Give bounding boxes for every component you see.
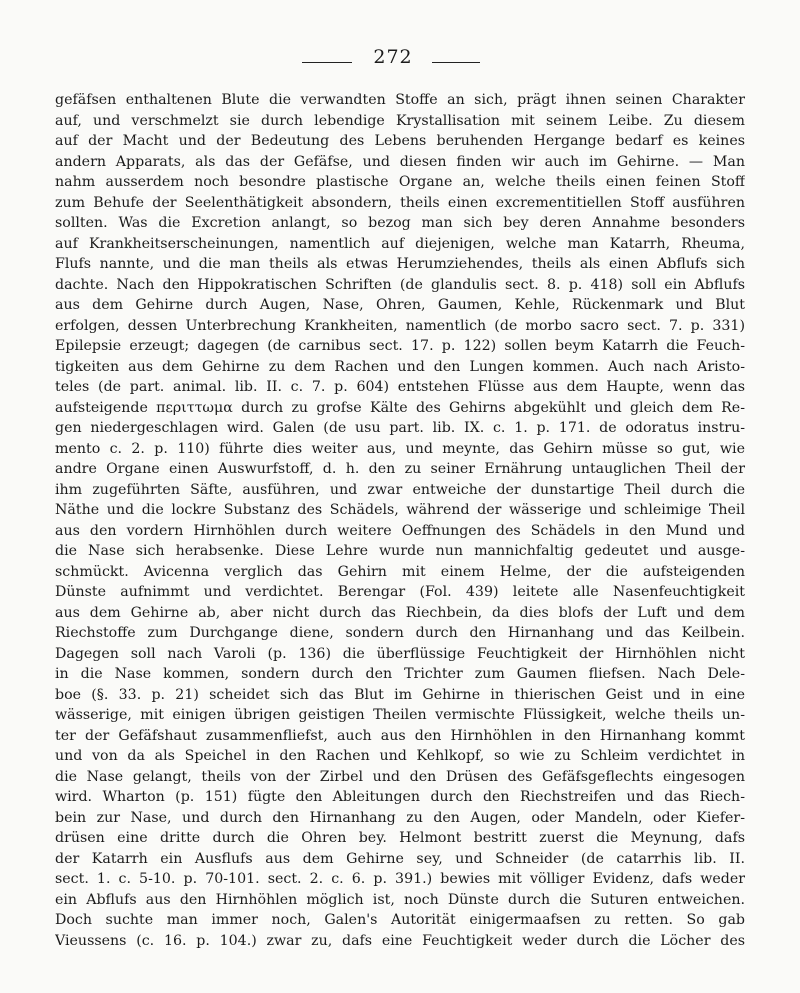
text-line: ihm zugeführten Säfte, ausführen, und zwar entweiche der dunstartige Theil durch die (55, 481, 745, 498)
text-line: bein zur Nase, und durch den Hirnanhang zu den Augen, oder Mandeln, oder Kiefer- (55, 809, 745, 826)
text-line: auf der Macht und der Bedeutung des Lebens beruhenden Hergange bedarf es keines (55, 133, 745, 149)
text-line: Riechstoffe zum Durchgange diene, sondern durch den Hirnanhang und das Keilbein. (55, 625, 745, 641)
text-line: Näthe und die lockre Substanz des Schädels, während der wässerige und schleimige Theil (55, 502, 745, 518)
page-header (0, 46, 800, 76)
text-line: die Nase sich herabsenke. Diese Lehre wurde nun mannichfaltig gedeutet und ausge- (55, 543, 745, 559)
header-rule-right (432, 62, 480, 63)
text-line: ein Abflufs aus den Hirnhöhlen möglich ist, noch Dünste durch die Suturen entweichen. (55, 891, 745, 908)
text-line: Doch suchte man immer noch, Galen's Autorität einigermaafsen zu retten. So gab (55, 912, 745, 928)
text-line: erfolgen, dessen Unterbrechung Krankheiten, namentlich (de morbo sacro sect. 7. p. 331) (55, 317, 745, 334)
body-text (55, 90, 745, 951)
text-line: andre Organe einen Auswurfstoff, d. h. den zu seiner Ernährung untauglichen Theil der (55, 461, 745, 477)
text-line: sect. 1. c. 5-10. p. 70-101. sect. 2. c. 6. p. 391.) bewies mit völliger Evidenz, dafs weder (55, 871, 745, 887)
text-line: andern Apparats, als das der Gefäfse, und diesen finden wir auch im Gehirne. — Man (55, 153, 745, 170)
text-line: aus den vordern Hirnhöhlen durch weitere Oeffnungen des Schädels in den Mund und (55, 522, 745, 539)
text-line: schmückt. Avicenna verglich das Gehirn mit einem Helme, der die aufsteigenden (55, 563, 745, 580)
text-line: und von da als Speichel in den Rachen und Kehlkopf, so wie zu Schleim verdichtet in (55, 748, 745, 764)
text-line: wässerige, mit einigen übrigen geistigen Theilen vermischte Flüssigkeit, welche theils un- (55, 707, 745, 723)
text-line: teles (de part. animal. lib. II. c. 7. p. 604) entstehen Flüsse aus dem Haupte, wenn das (55, 379, 745, 395)
text-line: Dagegen soll nach Varoli (p. 136) die überflüssige Feuchtigkeit der Hirnhöhlen nicht (55, 645, 745, 662)
text-line: dachte. Nach den Hippokratischen Schriften (de glandulis sect. 8. p. 418) soll ein Abflufs (55, 276, 745, 293)
text-line: der Katarrh ein Ausflufs aus dem Gehirne sey, und Schneider (de catarrhis lib. II. (55, 850, 745, 867)
text-line: Vieussens (c. 16. p. 104.) zwar zu, dafs eine Feuchtigkeit weder durch die Löcher des (55, 932, 745, 949)
text-line: wird. Wharton (p. 151) fügte den Ableitungen durch den Riechstreifen und das Riech- (55, 789, 745, 805)
text-line: nahm ausserdem noch besondre plastische Organe an, welche theils einen feinen Stoff (55, 174, 745, 190)
text-line: aus dem Gehirne durch Augen, Nase, Ohren, Gaumen, Kehle, Rückenmark und Blut (55, 297, 745, 313)
text-line: auf, und verschmelzt sie durch lebendige Krystallisation mit seinem Leibe. Zu diesem (55, 112, 745, 129)
text-line: gen niedergeschlagen wird. Galen (de usu part. lib. IX. c. 1. p. 171. de odoratus instru- (55, 420, 745, 436)
page-number: 272 (373, 46, 413, 68)
text-line: Epilepsie erzeugt; dagegen (de carnibus sect. 17. p. 122) sollen beym Katarrh die Feuch- (55, 338, 745, 354)
text-line: zum Behufe der Seelenthätigkeit absondern, theils einen excrementitiellen Stoff ausführen (55, 194, 745, 211)
text-line: in die Nase kommen, sondern durch den Trichter zum Gaumen fliefsen. Nach Dele- (55, 666, 745, 682)
text-line: ter der Gefäfshaut zusammenfliefst, auch aus den Hirnhöhlen in den Hirnanhang kommt (55, 727, 745, 744)
text-line: tigkeiten aus dem Gehirne zu dem Rachen und den Lungen kommen. Auch nach Aristo- (55, 358, 745, 375)
header-rule-left (302, 62, 352, 63)
text-line: aus dem Gehirne ab, aber nicht durch das Riechbein, da dies blofs der Luft und dem (55, 604, 745, 621)
text-line: sollten. Was die Excretion anlangt, so bezog man sich bey deren Annahme besonders (55, 215, 745, 231)
text-line: drüsen eine dritte durch die Ohren bey. Helmont bestritt zuerst die Meynung, dafs (55, 830, 745, 846)
text-line: aufsteigende περιττωμα durch zu grofse Kälte des Gehirns abgekühlt und gleich dem Re- (55, 399, 745, 416)
text-line: boe (§. 33. p. 21) scheidet sich das Blut im Gehirne in thierischen Geist und in eine (55, 686, 745, 703)
text-line: auf Krankheitserscheinungen, namentlich auf diejenigen, welche man Katarrh, Rheuma, (55, 235, 745, 252)
text-line: Flufs nannte, und die man theils als etwas Herumziehendes, theils als einen Abflufs sich (55, 256, 745, 272)
text-line: gefäfsen enthaltenen Blute die verwandten Stoffe an sich, prägt ihnen seinen Charakter (55, 92, 745, 108)
text-line: mento c. 2. p. 110) führte dies weiter aus, und meynte, das Gehirn müsse so gut, wie (55, 440, 745, 457)
text-line: die Nase gelangt, theils von der Zirbel und den Drüsen des Gefäfsgeflechts eingesogen (55, 768, 745, 785)
text-line: Dünste aufnimmt und verdichtet. Berengar (Fol. 439) leitete alle Nasenfeuchtigkeit (55, 584, 745, 600)
